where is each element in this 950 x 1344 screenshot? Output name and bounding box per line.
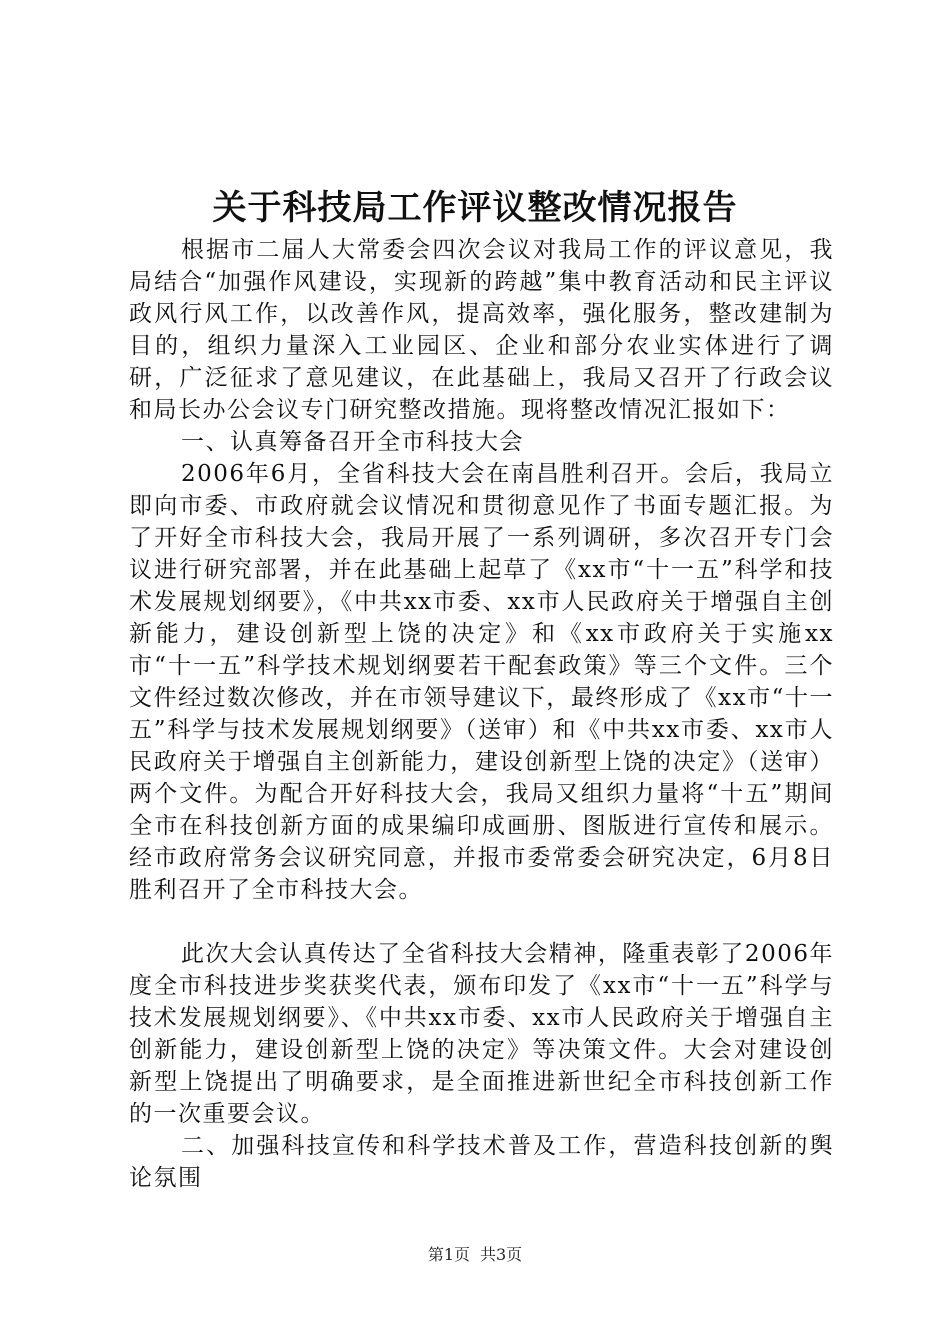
page-footer xyxy=(0,1245,950,1265)
paragraph-section-1-conclusion: 此次大会认真传达了全省科技大会精神，隆重表彰了2006年度全市科技进步奖获奖代表，颁布印发了《xx市“十一五”科学与技术发展规划纲要》、《中共xx市委、xx市人民政府关于增强自主创新能力，建设创新型上饶的决定》等决策文件。大会对建设创新型上饶提出了明确要求，是全面推进新世纪全市科技创新工作的一次重要会议。 xyxy=(129,941,834,1127)
document-body xyxy=(129,234,834,1194)
paragraph-section-1: 2006年6月，全省科技大会在南昌胜利召开。会后，我局立即向市委、市政府就会议情况和贯彻意见作了书面专题汇报。为了开好全市科技大会，我局开展了一系列调研，多次召开专门会议进行研究部署，并在此基础上起草了《xx市“十一五”科学和技术发展规划纲要》，《中共xx市委、xx市人民政府关于增强自主创新能力，建设创新型上饶的决定》和《xx市政府关于实施xx市“十一五”科学技术规划纲要若干配套政策》等三个文件。三个文件经过数次修改，并在市领导建议下，最终形成了《xx市“十一五”科学与技术发展规划纲要》（送审）和《中共xx市委、xx市人民政府关于增强自主创新能力，建设创新型上饶的决定》（送审）两个文件。为配合开好科技大会，我局又组织力量将“十五”期间全市在科技创新方面的成果编印成画册、图版进行宣传和展示。经市政府常务会议研究同意，并报市委常委会研究决定，6月8日胜利召开了全市科技大会。 xyxy=(129,461,834,903)
section-heading-2: 二、加强科技宣传和科学技术普及工作，营造科技创新的舆论氛围 xyxy=(129,1133,834,1191)
page-number: 第1页 xyxy=(427,1245,470,1264)
page-total: 共3页 xyxy=(480,1245,523,1264)
section-heading-1: 一、认真筹备召开全市科技大会 xyxy=(181,429,524,455)
paragraph-intro: 根据市二届人大常委会四次会议对我局工作的评议意见，我局结合“加强作风建设，实现新的跨越”集中教育活动和民主评议政风行风工作，以改善作风，提高效率，强化服务，整改建制为目的，组织力量深入工业园区、企业和部分农业实体进行了调研，广泛征求了意见建议，在此基础上，我局又召开了行政会议和局长办公会议专门研究整改措施。现将整改情况汇报如下： xyxy=(129,237,834,423)
document-title: 关于科技局工作评议整改情况报告 xyxy=(212,188,738,228)
